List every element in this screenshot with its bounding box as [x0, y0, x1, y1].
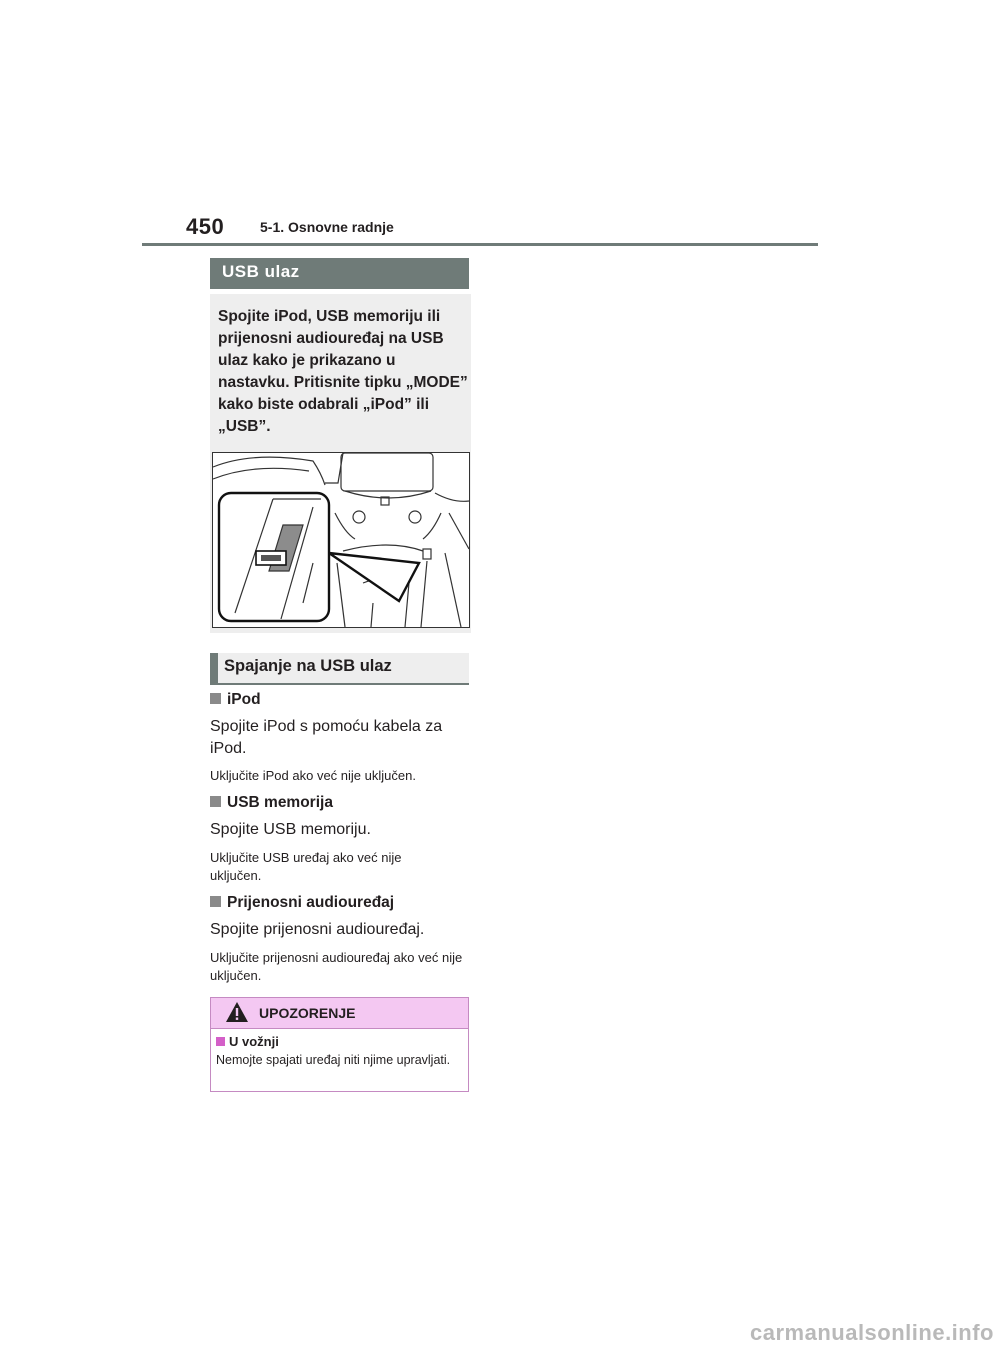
usb-section-title: USB ulaz [210, 258, 469, 289]
item-title-text: Prijenosni audiouređaj [227, 894, 395, 911]
item-title-ipod [210, 691, 261, 709]
item-title-portable-audio [210, 894, 394, 912]
header-divider [142, 243, 818, 246]
intro-box [210, 294, 471, 633]
watermark-text: carmanualsonline.info [750, 1320, 994, 1345]
warning-subtitle [216, 1034, 279, 1049]
item-title-text: USB memorija [227, 794, 333, 811]
warning-triangle-icon [225, 1001, 249, 1023]
item-note-usb-memory: Uključite USB uređaj ako već nije uključen. [210, 850, 402, 883]
page-number: 450 [186, 214, 225, 239]
warning-text: Nemojte spajati uređaj niti njime upravljati. [216, 1053, 451, 1067]
bullet-square-icon [210, 796, 221, 807]
item-text-portable-audio: Spojite prijenosni audiouređaj. [210, 921, 425, 938]
warning-subtitle-text: U vožnji [229, 1034, 279, 1049]
section-reference: 5-1. Osnovne radnje [260, 219, 394, 235]
intro-text: Spojite iPod, USB memoriju ili prijenosni audiouređaj na USB ulaz kako je prikazano u nastavku. Pritisnite tipku „MODE” kako biste odabrali „iPod” ili „USB”. [218, 308, 468, 435]
item-text-usb-memory: Spojite USB memoriju. [210, 821, 371, 838]
item-title-text: iPod [227, 691, 261, 708]
usb-port-illustration [212, 452, 470, 628]
bullet-square-icon [210, 693, 221, 704]
item-text-ipod: Spojite iPod s pomoću kabela za iPod. [210, 718, 443, 757]
item-title-usb-memory [210, 794, 333, 812]
warning-label: UPOZORENJE [259, 1005, 356, 1021]
item-note-portable-audio: Uključite prijenosni audiouređaj ako već nije uključen. [210, 950, 463, 983]
warning-header [211, 998, 468, 1029]
item-note-ipod: Uključite iPod ako već nije uključen. [210, 768, 416, 783]
connect-section-title: Spajanje na USB ulaz [210, 653, 469, 685]
warning-box [210, 997, 469, 1092]
bullet-square-icon [210, 896, 221, 907]
bullet-square-icon [216, 1037, 225, 1046]
